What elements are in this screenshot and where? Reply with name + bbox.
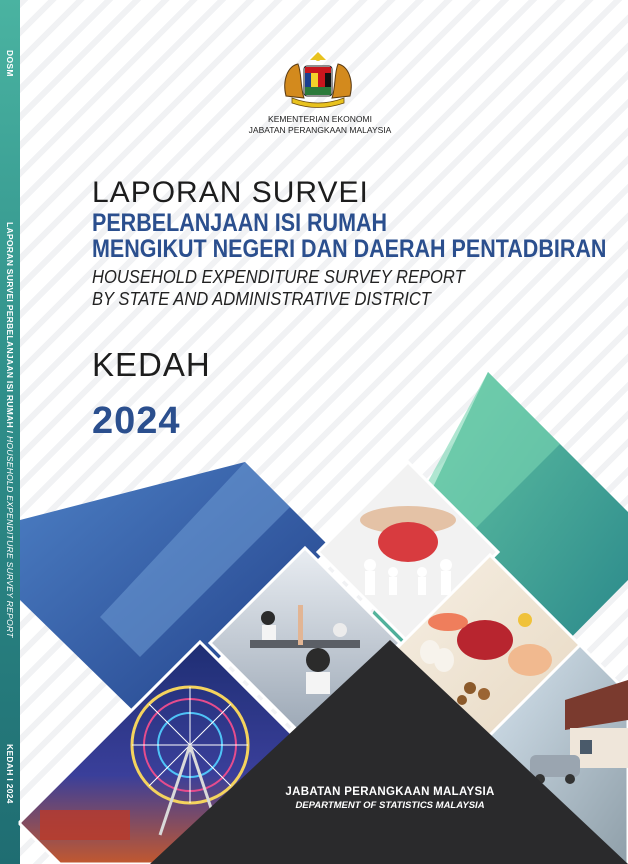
spine-dosm-label: DOSM [5, 50, 15, 77]
title-line-5-english: BY STATE AND ADMINISTRATIVE DISTRICT [92, 289, 431, 309]
report-year: 2024 [92, 400, 181, 442]
ministry-line-1: KEMENTERIAN EKONOMI [268, 114, 372, 124]
title-line-3: MENGIKUT NEGERI DAN DAERAH PENTADBIRAN [92, 235, 607, 263]
department-name-malay: JABATAN PERANGKAAN MALAYSIA [285, 786, 495, 798]
spine-title-main: LAPORAN SURVEI PERBELANJAAN ISI RUMAH / [5, 222, 15, 436]
spine-year-label: KEDAH I 2024 [5, 744, 15, 804]
department-name-english: DEPARTMENT OF STATISTICS MALAYSIA [295, 800, 485, 811]
spine-title-italic: HOUSEHOLD EXPENDITURE SURVEY REPORT [5, 435, 15, 638]
title-line-1: LAPORAN SURVEI [92, 176, 369, 209]
state-name: KEDAH [92, 346, 211, 383]
title-line-4-english: HOUSEHOLD EXPENDITURE SURVEY REPORT [92, 267, 465, 287]
title-line-2: PERBELANJAAN ISI RUMAH [92, 209, 388, 237]
ministry-line-2: JABATAN PERANGKAAN MALAYSIA [248, 125, 392, 135]
department-name [260, 786, 520, 811]
